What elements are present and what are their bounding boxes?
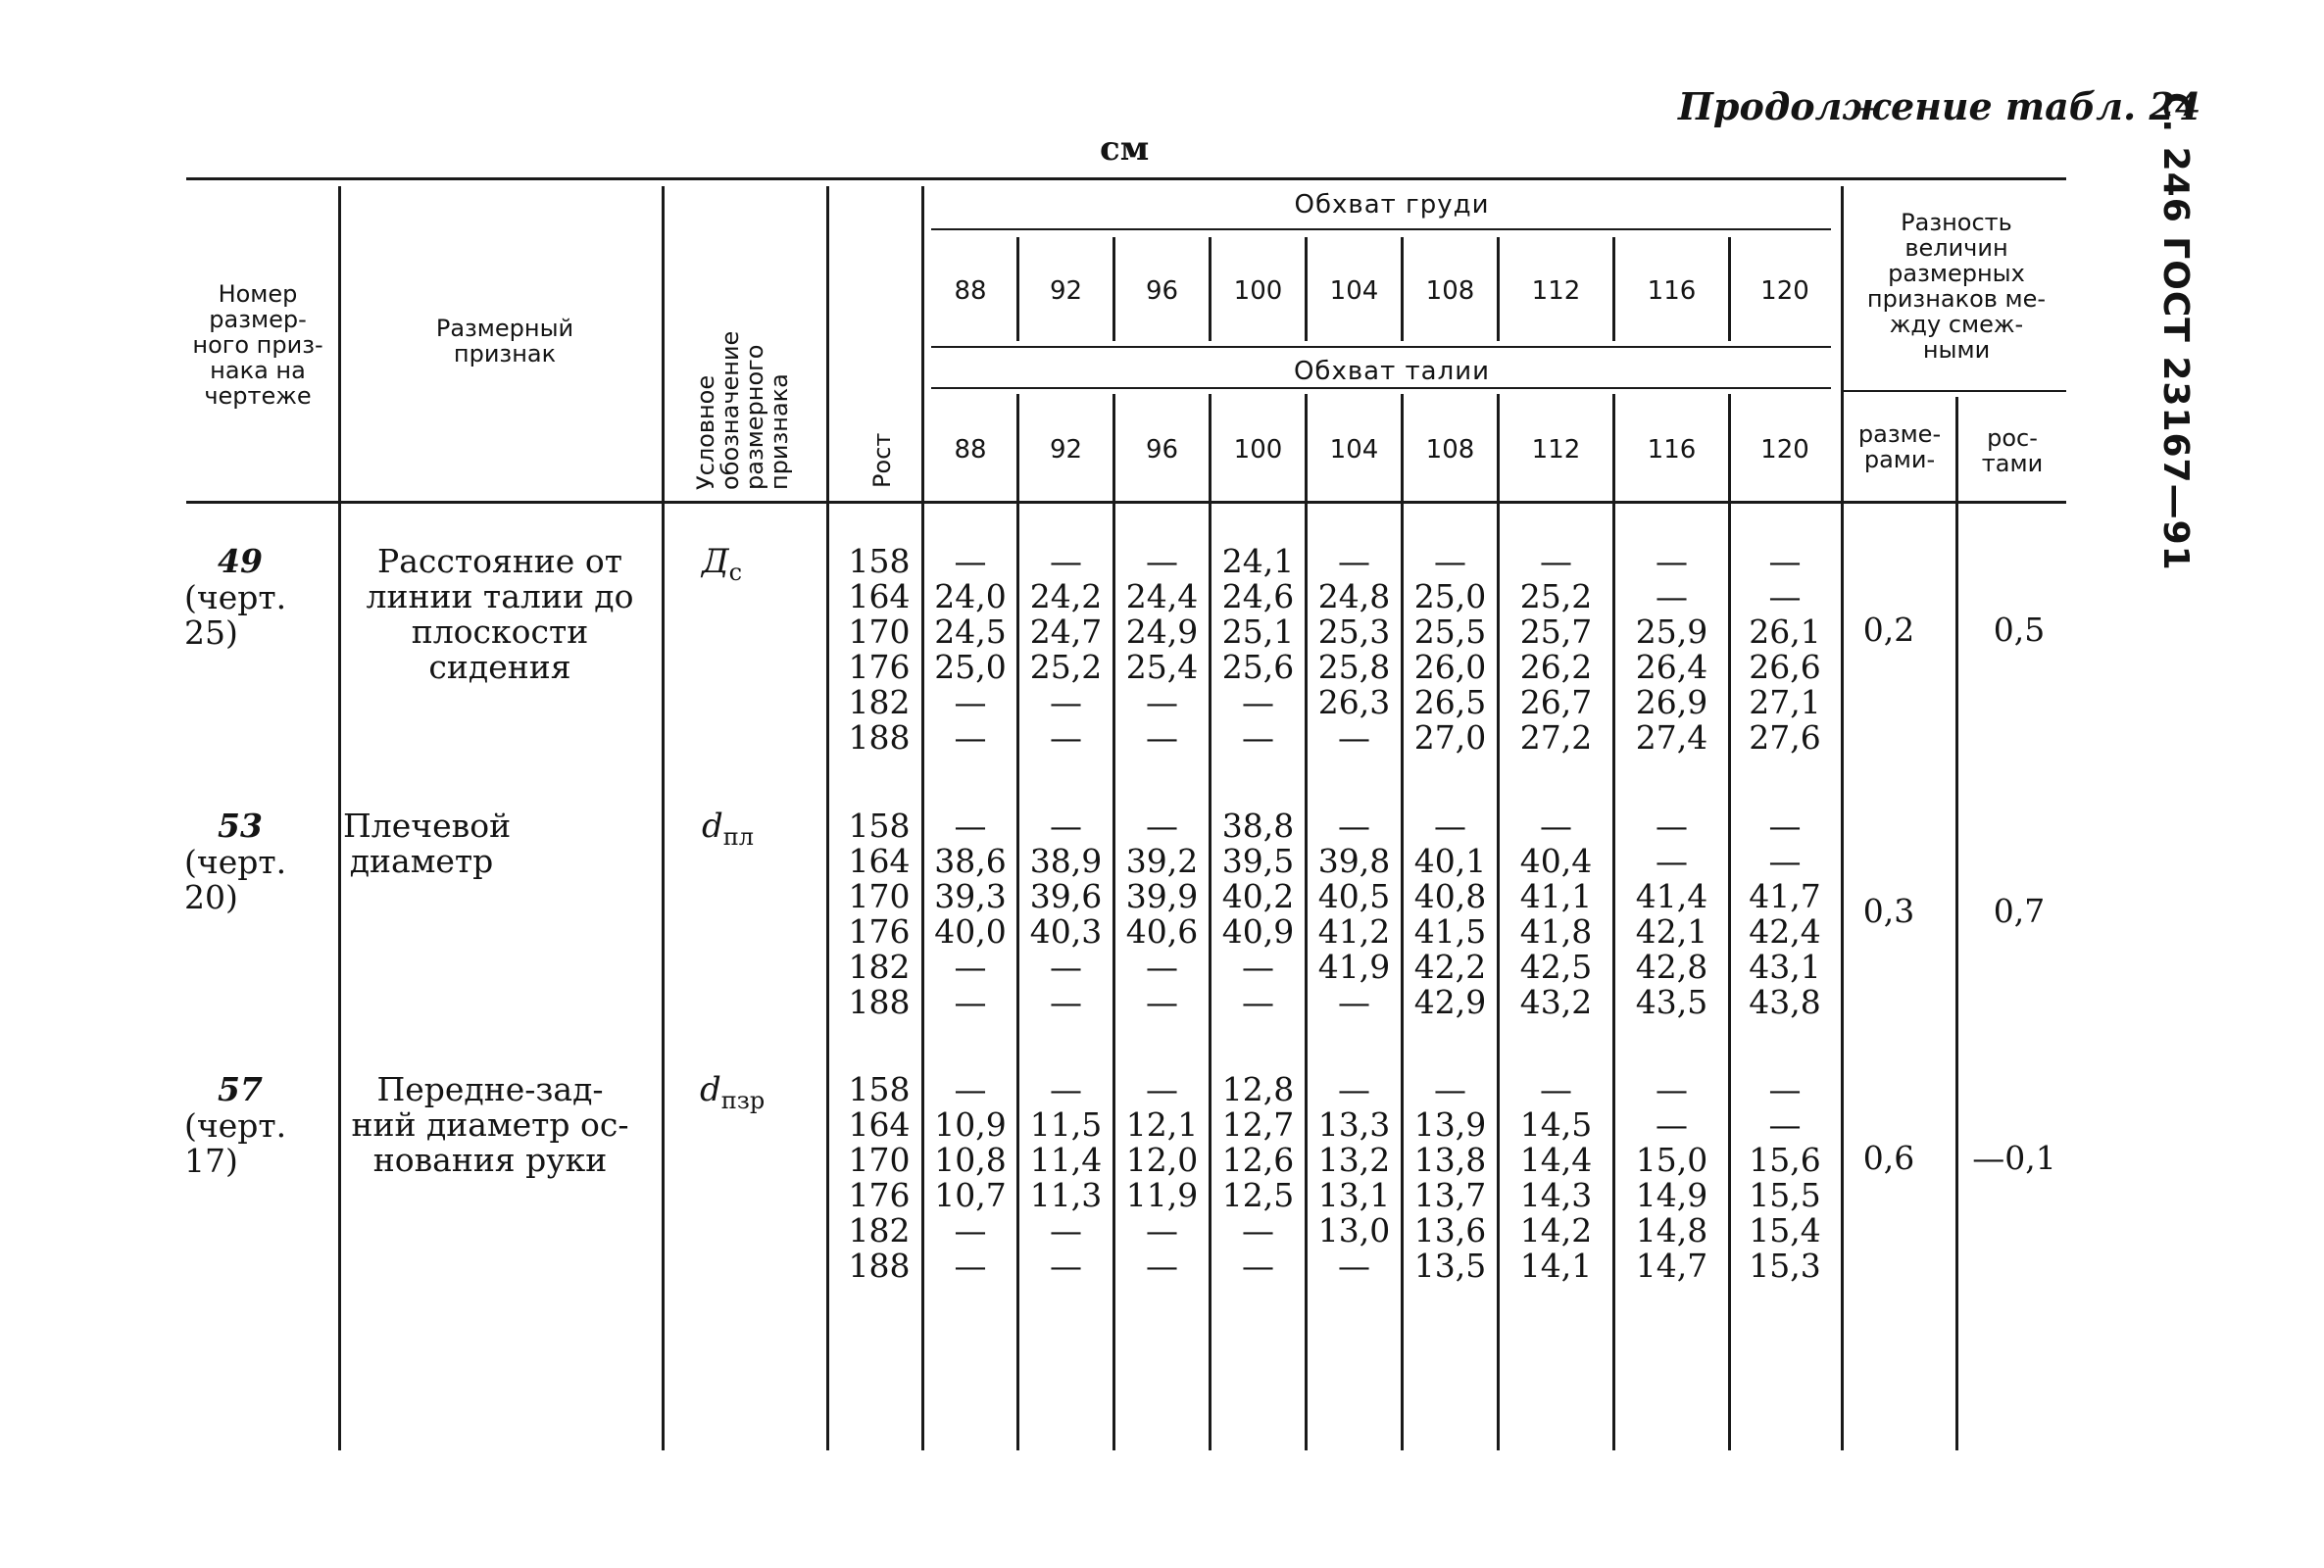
value-column: — — 41,7 42,4 43,1 43,8 bbox=[1749, 807, 1821, 1021]
diff-heights-value: 0,7 bbox=[1993, 892, 2046, 930]
value-column: — 40,4 41,1 41,8 42,5 43,2 bbox=[1519, 807, 1593, 1021]
row-symbol: $d_{пзр}$ bbox=[700, 1070, 766, 1114]
chest-value: 108 bbox=[1425, 276, 1475, 306]
table-continuation-caption: Продолжение табл. 24 bbox=[1678, 84, 2201, 128]
value-column: — 40,1 40,8 41,5 42,2 42,9 bbox=[1413, 807, 1487, 1021]
waist-title-rule bbox=[931, 387, 1831, 389]
value-column: — 10,9 10,8 10,7 — — bbox=[934, 1070, 1007, 1285]
value-column: — 25,0 25,5 26,0 26,5 27,0 bbox=[1413, 542, 1487, 757]
col-divider-4 bbox=[921, 186, 924, 1450]
header-bottom-rule bbox=[186, 501, 2066, 504]
diff-heights-value: —0,1 bbox=[1972, 1139, 2056, 1177]
chest-value: 92 bbox=[1049, 276, 1083, 306]
waist-value: 100 bbox=[1233, 435, 1283, 465]
row-symbol: $Д_с$ bbox=[702, 542, 743, 586]
value-column: — 13,3 13,2 13,1 13,0 — bbox=[1317, 1070, 1391, 1285]
table-top-rule bbox=[186, 177, 2066, 180]
waist-value: 112 bbox=[1531, 435, 1581, 465]
header-height: Рост bbox=[868, 432, 896, 488]
value-column: — — 26,1 26,6 27,1 27,6 bbox=[1749, 542, 1821, 757]
row-feature: Плечевой диаметр bbox=[343, 807, 512, 880]
value-column: — 25,2 25,7 26,2 26,7 27,2 bbox=[1519, 542, 1593, 757]
chest-value: 120 bbox=[1760, 276, 1809, 306]
chest-value: 112 bbox=[1531, 276, 1581, 306]
header-chest-title: Обхват груди bbox=[1294, 190, 1490, 220]
chest-value: 116 bbox=[1647, 276, 1697, 306]
chest-value: 96 bbox=[1145, 276, 1179, 306]
row-feature: Передне-зад- ний диаметр ос- нования руки bbox=[351, 1070, 629, 1179]
value-column: — — 15,0 14,9 14,8 14,7 bbox=[1635, 1070, 1708, 1285]
header-difference: Разность величин размерных признаков ме- жду смеж- ными bbox=[1866, 209, 2047, 364]
value-column: 38,8 39,5 40,2 40,9 — — bbox=[1221, 807, 1295, 1021]
chest-value: 104 bbox=[1329, 276, 1379, 306]
waist-value: 96 bbox=[1145, 435, 1179, 465]
waist-value: 108 bbox=[1425, 435, 1475, 465]
row-number: 53 bbox=[218, 807, 263, 845]
row-number: 57 bbox=[218, 1070, 263, 1108]
page-side-label: С. 246 ГОСТ 23167—91 bbox=[2155, 92, 2196, 571]
value-column: — 39,2 39,9 40,6 — — bbox=[1125, 807, 1199, 1021]
header-number: Номер размер- ного приз- нака на чертеже bbox=[192, 280, 323, 410]
waist-value: 120 bbox=[1760, 435, 1809, 465]
value-column: — 39,8 40,5 41,2 41,9 — bbox=[1317, 807, 1391, 1021]
diff-title-rule bbox=[1843, 390, 2066, 392]
diff-sizes-value: 0,3 bbox=[1862, 892, 1915, 930]
row-drawing-ref: (черт. 25) bbox=[184, 578, 287, 652]
value-column: — — 25,9 26,4 26,9 27,4 bbox=[1635, 542, 1708, 757]
unit-label: см bbox=[1100, 129, 1150, 169]
chest-title-rule bbox=[931, 228, 1831, 230]
waist-value: 116 bbox=[1647, 435, 1697, 465]
value-column: — 38,9 39,6 40,3 — — bbox=[1029, 807, 1103, 1021]
waist-value: 104 bbox=[1329, 435, 1379, 465]
row-heights: 158 164 170 176 182 188 bbox=[848, 1070, 911, 1285]
value-column: — 24,4 24,9 25,4 — — bbox=[1125, 542, 1199, 757]
row-feature: Расстояние от линии талии до плоскости сидения bbox=[366, 542, 634, 686]
col-divider-5 bbox=[1841, 186, 1844, 1450]
value-column: — 14,5 14,4 14,3 14,2 14,1 bbox=[1519, 1070, 1593, 1285]
diff-sizes-value: 0,6 bbox=[1862, 1139, 1915, 1177]
row-heights: 158 164 170 176 182 188 bbox=[848, 542, 911, 757]
value-column: 12,8 12,7 12,6 12,5 — — bbox=[1221, 1070, 1295, 1285]
header-diff-heights: рос- тами bbox=[1981, 424, 2044, 477]
col-divider-3 bbox=[826, 186, 829, 1450]
row-drawing-ref: (черт. 17) bbox=[184, 1106, 287, 1180]
value-column: — — 41,4 42,1 42,8 43,5 bbox=[1635, 807, 1708, 1021]
row-symbol: $d_{пл}$ bbox=[702, 807, 755, 851]
value-column: — 24,8 25,3 25,8 26,3 — bbox=[1317, 542, 1391, 757]
value-column: — 38,6 39,3 40,0 — — bbox=[934, 807, 1007, 1021]
value-column: — — 15,6 15,5 15,4 15,3 bbox=[1749, 1070, 1821, 1285]
waist-value: 92 bbox=[1049, 435, 1083, 465]
diff-sizes-value: 0,2 bbox=[1862, 611, 1915, 649]
value-column: — 24,2 24,7 25,2 — — bbox=[1029, 542, 1103, 757]
waist-top-rule bbox=[931, 346, 1831, 348]
value-column: — 24,0 24,5 25,0 — — bbox=[934, 542, 1007, 757]
header-waist-title: Обхват талии bbox=[1293, 357, 1491, 386]
row-heights: 158 164 170 176 182 188 bbox=[848, 807, 911, 1021]
diff-heights-value: 0,5 bbox=[1993, 611, 2046, 649]
col-divider-2 bbox=[662, 186, 665, 1450]
waist-value: 88 bbox=[954, 435, 987, 465]
header-symbol: Условное обозначение размерного признака bbox=[692, 330, 793, 490]
value-column: — 12,1 12,0 11,9 — — bbox=[1125, 1070, 1199, 1285]
diff-divider bbox=[1955, 397, 1958, 1450]
chest-value: 88 bbox=[954, 276, 987, 306]
row-number: 49 bbox=[218, 542, 263, 580]
chest-value: 100 bbox=[1233, 276, 1283, 306]
value-column: — 11,5 11,4 11,3 — — bbox=[1029, 1070, 1103, 1285]
value-column: — 13,9 13,8 13,7 13,6 13,5 bbox=[1413, 1070, 1487, 1285]
header-diff-sizes: разме- рами- bbox=[1857, 420, 1942, 473]
value-column: 24,1 24,6 25,1 25,6 — — bbox=[1221, 542, 1295, 757]
row-drawing-ref: (черт. 20) bbox=[184, 843, 287, 916]
header-feature: Размерный признак bbox=[435, 315, 574, 368]
